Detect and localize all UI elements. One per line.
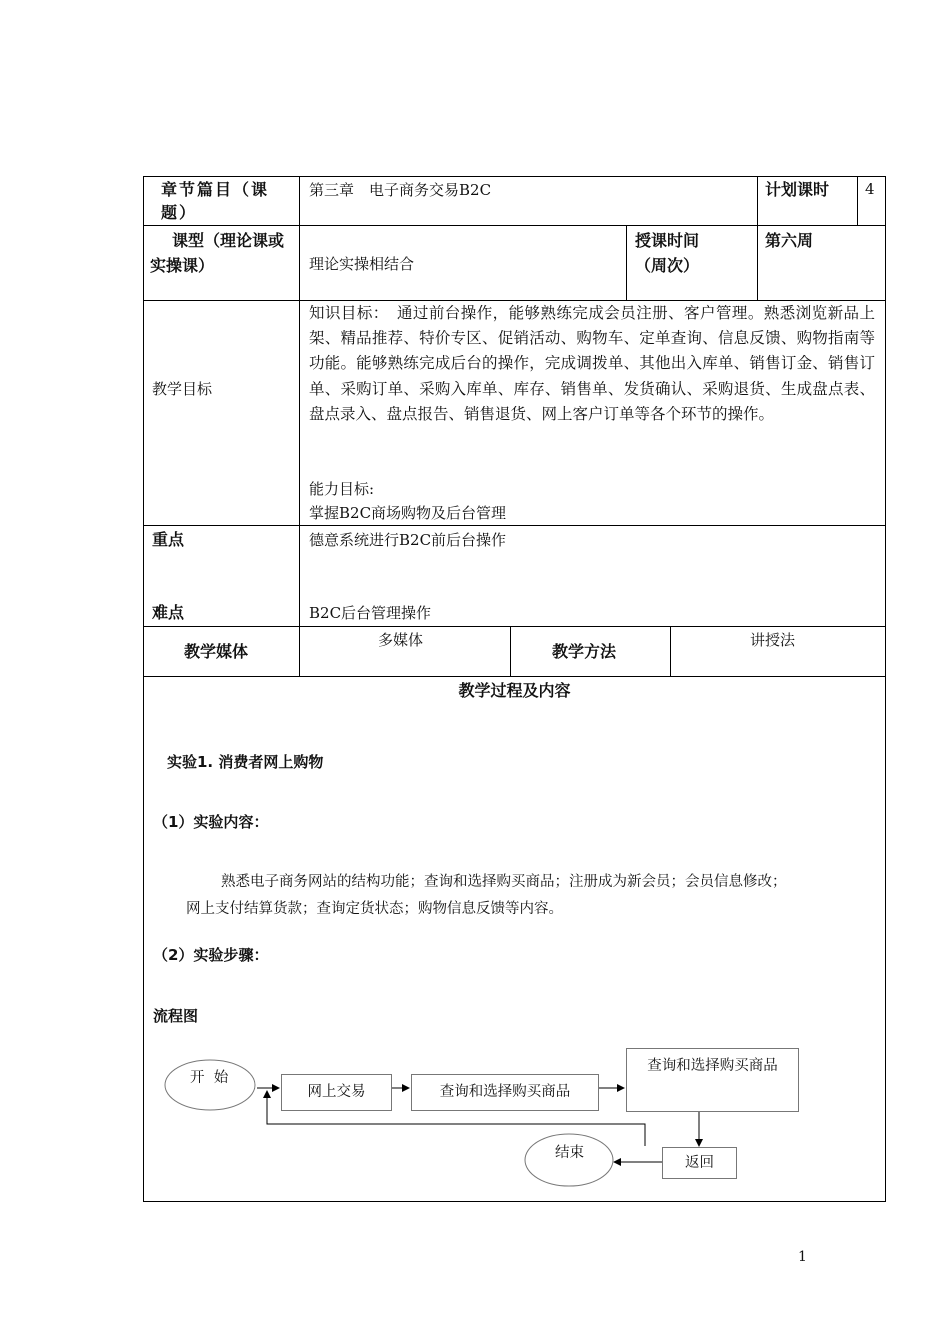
experiment-title: 实验1. 消费者网上购物 [167,753,324,771]
flowchart-end-node: 结束 [555,1145,584,1161]
teaching-time-value: 第六周 [765,231,814,250]
method-value: 讲授法 [750,631,796,649]
planned-hours-label: 计划课时 [765,180,830,199]
knowledge-objective: 知识目标： 通过前台操作，能够熟练完成会员注册、客户管理。熟悉浏览新品上架、精品推荐、特价专区、促销活动、购物车、定单查询、信息反馈、购物指南等功能。能够熟练完成后台的操作，完成调拨单、其他出入库单、销售订金、销售订单、采购订单、采购入库单、库存、销售单、发货确认、采购退货、生成盘点表、盘点录入、盘点报告、销售退货、网上客户订单等各个环节的操作。 [309,304,875,423]
method-label: 教学方法 [552,642,617,661]
content-text-line-2: 网上支付结算货款；查询定货状态；购物信息反馈等内容。 [186,901,563,917]
key-point-value: 德意系统进行B2C前后台操作 [309,531,507,549]
planned-hours-value: 4 [865,180,875,198]
page-number: 1 [798,1249,807,1265]
flowchart-query-select-node-2: 查询和选择购买商品 [626,1048,799,1112]
steps-heading: （2）实验步骤： [153,946,269,964]
content-heading: （1）实验内容： [153,813,269,831]
media-value: 多媒体 [378,631,424,649]
difficulty-value: B2C后台管理操作 [309,604,432,622]
course-type-label: 课型（理论课或实操课） [150,231,285,275]
flowchart-query-select-node: 查询和选择购买商品 [411,1074,599,1111]
media-label: 教学媒体 [184,642,249,661]
flowchart-online-trade-node: 网上交易 [281,1074,392,1111]
teaching-time-label: 授课时间（周次） [635,231,700,275]
difficulty-label: 难点 [152,603,185,622]
key-point-label: 重点 [152,530,185,549]
process-title: 教学过程及内容 [458,681,571,700]
flowchart-label: 流程图 [153,1007,199,1025]
objectives-label: 教学目标 [152,380,213,398]
content-text-line-1: 熟悉电子商务网站的结构功能；查询和选择购买商品；注册成为新会员；会员信息修改； [221,874,787,890]
chapter-value: 第三章 电子商务交易B2C [309,181,492,199]
flowchart-start-node: 开 始 [190,1070,229,1086]
ability-objective-title: 能力目标: [309,480,375,498]
flowchart-back-node: 返回 [662,1147,737,1179]
chapter-label: 章节篇目（课题） [161,180,270,222]
course-type-value: 理论实操相结合 [309,255,415,273]
ability-objective-text: 掌握B2C商场购物及后台管理 [309,504,507,522]
